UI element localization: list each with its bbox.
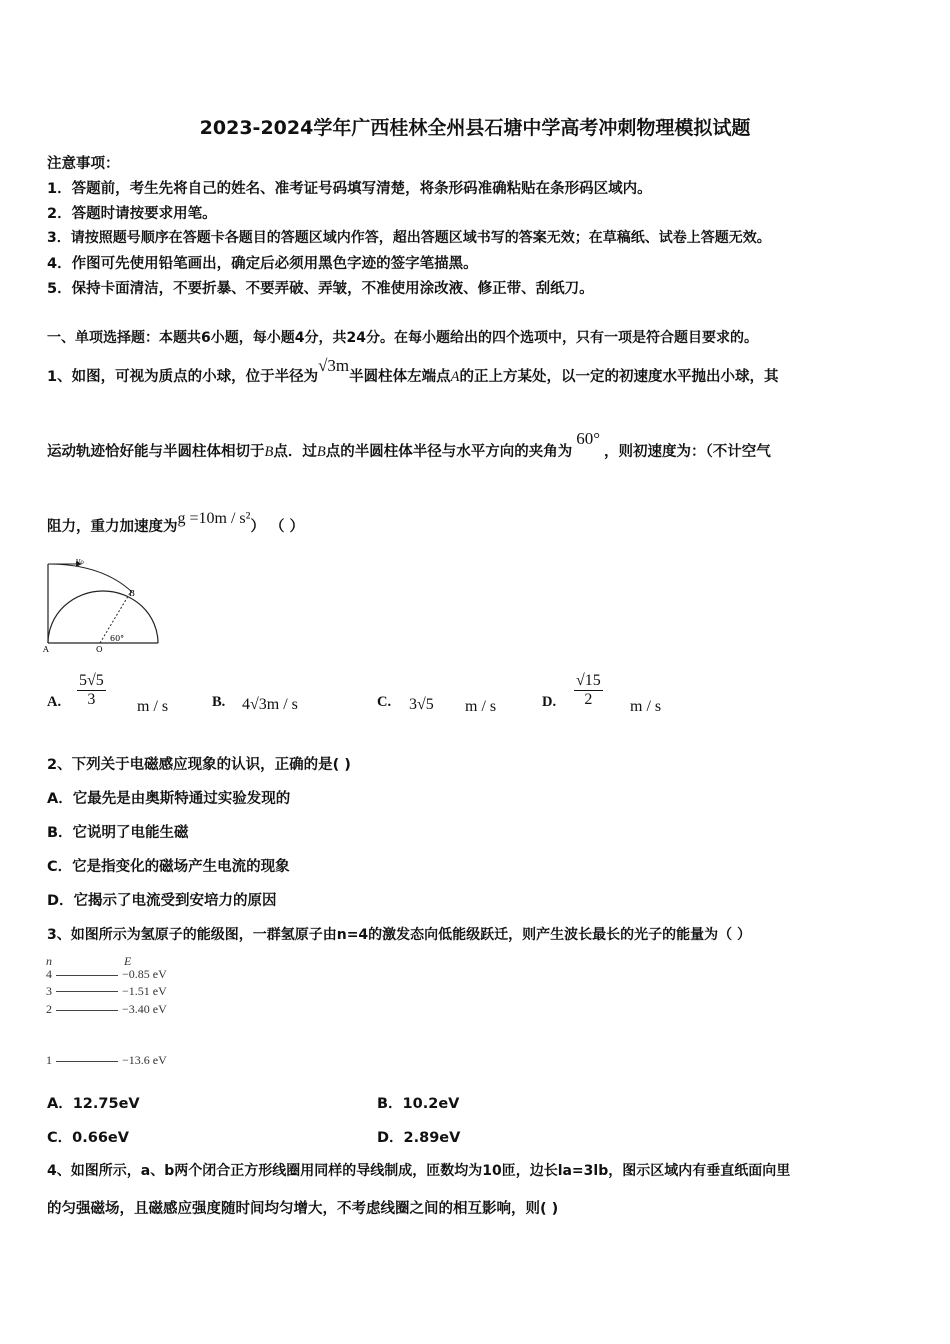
q3-option-d[interactable]: D．2.89eV bbox=[377, 1130, 461, 1146]
level-n: 4 bbox=[46, 967, 52, 981]
q3-option-a[interactable]: A．12.75eV bbox=[47, 1096, 140, 1112]
label-a: A bbox=[43, 645, 49, 654]
option-unit: m / s bbox=[630, 698, 662, 715]
option-fraction bbox=[77, 672, 106, 709]
label-angle: 60° bbox=[110, 634, 125, 643]
notice-item: 2．答题时请按要求用笔。 bbox=[47, 206, 217, 222]
option-unit: m / s bbox=[137, 698, 169, 715]
level-line bbox=[56, 991, 118, 992]
q1-text: 点．过 bbox=[273, 444, 317, 460]
level-line bbox=[56, 1010, 118, 1011]
level-energy: −0.85 eV bbox=[122, 967, 167, 981]
option-value: 4√3m / s bbox=[242, 696, 298, 713]
q1-line1 bbox=[47, 356, 779, 386]
label-o: O bbox=[96, 645, 103, 654]
q1-text: 半圆柱体左端点 bbox=[349, 369, 451, 385]
label-v0: v₀ bbox=[76, 557, 84, 566]
q1-text: 运动轨迹恰好能与半圆柱体相切于 bbox=[47, 444, 265, 460]
q1-text: 1、如图，可视为质点的小球，位于半径为 bbox=[47, 369, 319, 385]
section-heading: 一、单项选择题：本题共6小题，每小题4分，共24分。在每小题给出的四个选项中，只有一项是符合题目要求的。 bbox=[47, 330, 758, 346]
level-n: 3 bbox=[46, 984, 52, 998]
level-line bbox=[56, 975, 118, 976]
notice-item: 4．作图可先使用铅笔画出，确定后必须用黑色字迹的签字笔描黑。 bbox=[47, 256, 478, 272]
q1-angle: 60° bbox=[576, 429, 601, 448]
q1-text: 点的半圆柱体半径与水平方向的夹角为 bbox=[325, 444, 573, 460]
level-line bbox=[56, 1061, 118, 1062]
q2-option-c[interactable]: C．它是指变化的磁场产生电流的现象 bbox=[47, 859, 290, 875]
q2-option-b[interactable]: B．它说明了电能生磁 bbox=[47, 825, 189, 841]
option-label: C. bbox=[377, 694, 392, 710]
q3-option-c[interactable]: C．0.66eV bbox=[47, 1130, 129, 1146]
level-energy: −13.6 eV bbox=[122, 1053, 167, 1067]
q1-point-b: B bbox=[264, 444, 274, 460]
fraction-den: 3 bbox=[87, 691, 96, 708]
notice-item: 5．保持卡面清洁，不要折暴、不要弄破、弄皱，不准使用涂改液、修正带、刮纸刀。 bbox=[47, 281, 594, 297]
q3-stem: 3、如图所示为氢原子的能级图，一群氢原子由n=4的激发态向低能级跃迁，则产生波长最长的光子的能量为（ ） bbox=[47, 927, 752, 943]
q1-text: ） （ ） bbox=[250, 519, 305, 535]
level-n-header: n bbox=[46, 954, 52, 968]
level-n: 2 bbox=[46, 1002, 52, 1016]
q1-point-b: B bbox=[316, 444, 326, 460]
q1-text: 的正上方某处，以一定的初速度水平抛出小球，其 bbox=[459, 369, 779, 385]
label-b: B bbox=[129, 589, 135, 598]
q2-option-a[interactable]: A．它最先是由奥斯特通过实验发现的 bbox=[47, 791, 291, 807]
level-energy: −3.40 eV bbox=[122, 1002, 167, 1016]
q2-option-d[interactable]: D．它揭示了电流受到安培力的原因 bbox=[47, 893, 277, 909]
option-label: B. bbox=[212, 694, 226, 710]
notice-item: 3．请按照题号顺序在答题卡各题目的答题区域内作答，超出答题区域书写的答案无效；在草稿纸、试卷上答题无效。 bbox=[47, 230, 771, 246]
q1-point-a: A bbox=[450, 369, 460, 385]
notice-item: 1．答题前，考生先将自己的姓名、准考证号码填写清楚，将条形码准确粘贴在条形码区域内。 bbox=[47, 181, 652, 197]
fraction-num: √15 bbox=[576, 672, 601, 689]
level-n: 1 bbox=[46, 1053, 52, 1067]
option-value: 3√5 bbox=[409, 696, 434, 713]
q1-gravity: g =10m / s² bbox=[177, 510, 251, 527]
q1-line2 bbox=[47, 429, 771, 461]
option-label: D. bbox=[542, 694, 557, 710]
page-title: 2023-2024学年广西桂林全州县石塘中学高考冲刺物理模拟试题 bbox=[199, 117, 751, 139]
q1-text: ，则初速度为：（不计空气 bbox=[604, 444, 771, 460]
option-unit: m / s bbox=[465, 698, 497, 715]
q4-line1: 4、如图所示，a、b两个闭合正方形线圈用同样的导线制成，匝数均为10匝，边长la=3lb，图示区域内有垂直纸面向里 bbox=[47, 1163, 791, 1179]
q1-text: 阻力，重力加速度为 bbox=[47, 519, 178, 535]
level-energy: −1.51 eV bbox=[122, 984, 167, 998]
q4-line2: 的匀强磁场，且磁感应强度随时间均匀增大，不考虑线圈之间的相互影响，则( ) bbox=[47, 1201, 559, 1217]
fraction-den: 2 bbox=[584, 691, 593, 708]
option-fraction bbox=[574, 672, 603, 709]
q1-figure bbox=[42, 556, 167, 656]
option-label: A. bbox=[47, 694, 62, 710]
q1-radius: √3m bbox=[318, 356, 350, 375]
q2-stem: 2、下列关于电磁感应现象的认识，正确的是( ) bbox=[47, 757, 351, 773]
fraction-num: 5√5 bbox=[79, 672, 104, 689]
trajectory bbox=[48, 564, 132, 592]
energy-level-diagram bbox=[44, 954, 204, 1072]
half-cylinder bbox=[48, 591, 158, 643]
q1-line3 bbox=[47, 510, 305, 536]
level-e-header: E bbox=[124, 954, 132, 968]
q3-option-b[interactable]: B．10.2eV bbox=[377, 1096, 460, 1112]
notice-heading: 注意事项： bbox=[47, 156, 120, 172]
